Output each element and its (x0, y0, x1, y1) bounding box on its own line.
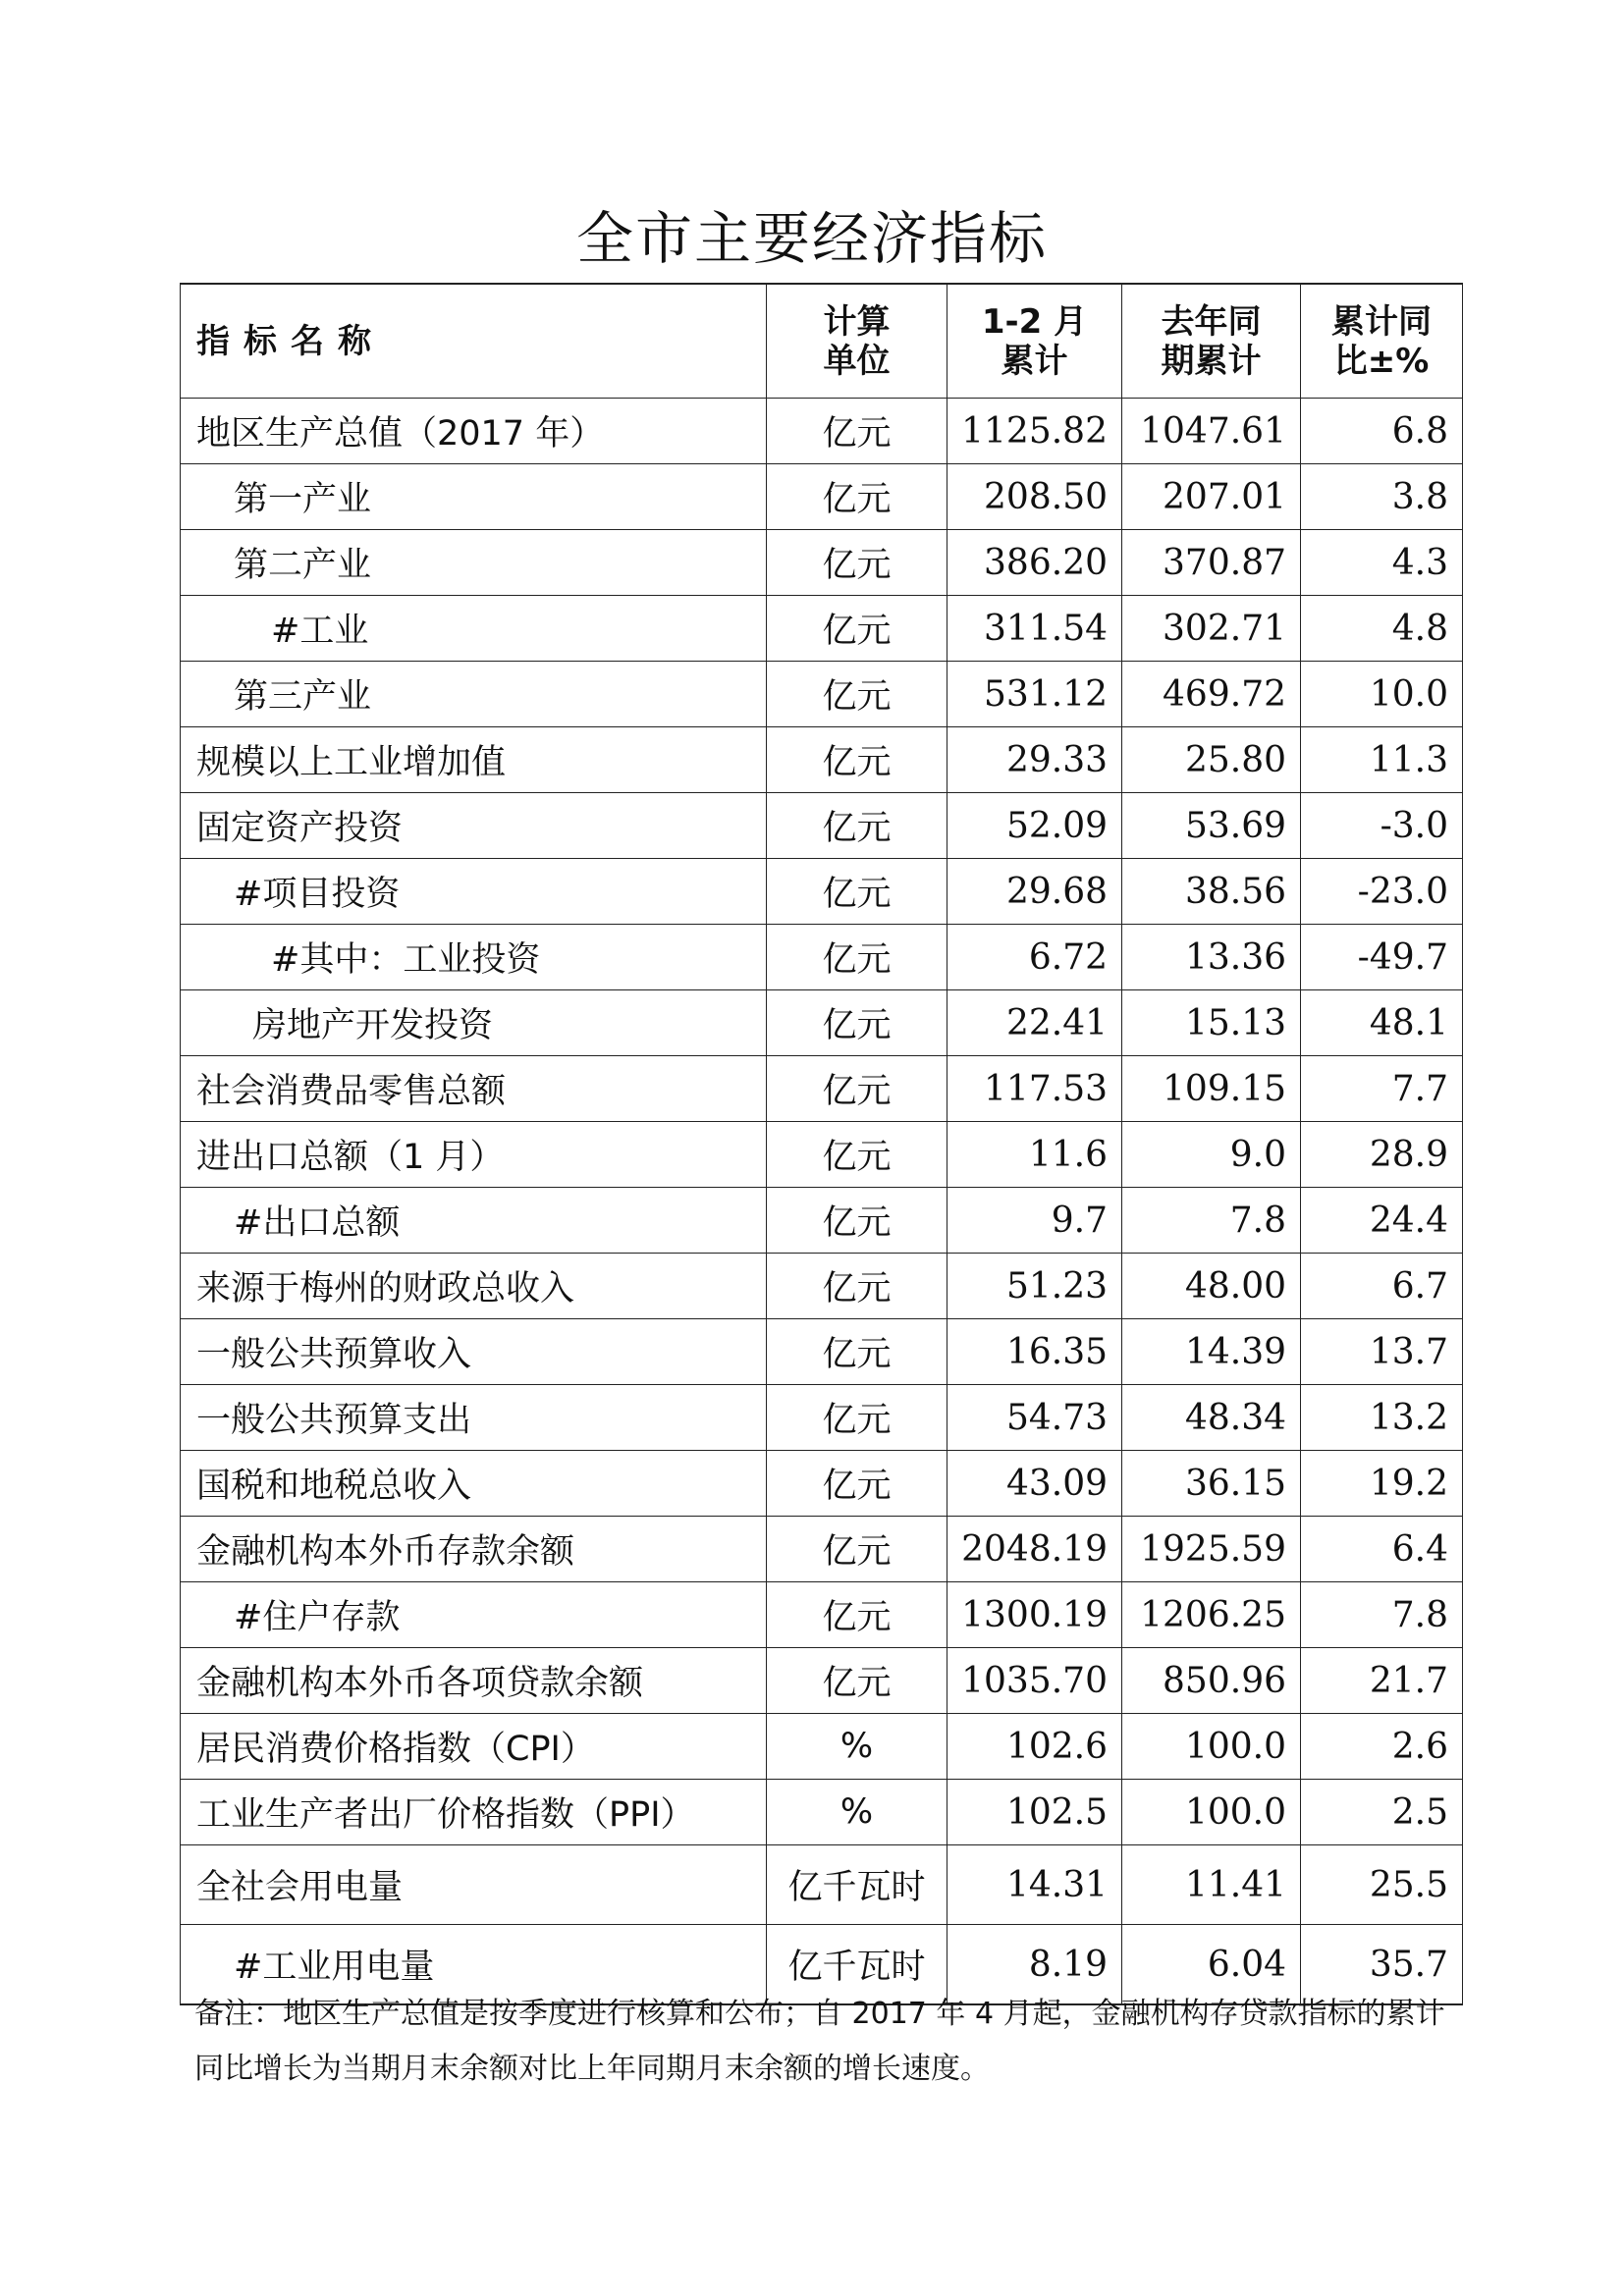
table-row (181, 662, 1463, 727)
yoy-change-cell: -49.7 (1301, 925, 1463, 990)
last-year-value-cell: 25.80 (1122, 727, 1301, 793)
table-row (181, 1648, 1463, 1714)
indicator-name-cell: 国税和地税总收入 (181, 1451, 767, 1517)
indicator-name-cell: 规模以上工业增加值 (181, 727, 767, 793)
table-row (181, 1845, 1463, 1925)
unit-cell: 亿元 (767, 464, 947, 530)
indicator-name-cell: 第三产业 (181, 662, 767, 727)
unit-cell: 亿元 (767, 1122, 947, 1188)
indicator-name-cell: 全社会用电量 (181, 1845, 767, 1925)
yoy-change-cell: 4.3 (1301, 530, 1463, 596)
yoy-change-cell: 25.5 (1301, 1845, 1463, 1925)
unit-cell: 亿元 (767, 727, 947, 793)
yoy-change-cell: 6.8 (1301, 399, 1463, 464)
yoy-change-cell: -3.0 (1301, 793, 1463, 859)
header-indicator-name: 指标名称 (181, 284, 767, 399)
indicator-name-cell: 一般公共预算支出 (181, 1385, 767, 1451)
header-yoy-change (1301, 284, 1463, 399)
last-year-value-cell: 109.15 (1122, 1056, 1301, 1122)
current-value-cell: 102.5 (947, 1780, 1122, 1845)
yoy-change-cell: 2.5 (1301, 1780, 1463, 1845)
last-year-value-cell: 469.72 (1122, 662, 1301, 727)
table-body (181, 399, 1463, 2005)
table-row (181, 1451, 1463, 1517)
indicator-name-cell: #其中：工业投资 (181, 925, 767, 990)
current-value-cell: 117.53 (947, 1056, 1122, 1122)
header-last-year-cumulative (1122, 284, 1301, 399)
unit-cell: 亿元 (767, 990, 947, 1056)
current-value-cell: 2048.19 (947, 1517, 1122, 1582)
indicator-name-cell: 第二产业 (181, 530, 767, 596)
current-value-cell: 1300.19 (947, 1582, 1122, 1648)
header-last-year-line-2: 期累计 (1161, 341, 1262, 381)
last-year-value-cell: 11.41 (1122, 1845, 1301, 1925)
header-last-year-line-1: 去年同 (1161, 301, 1262, 342)
last-year-value-cell: 207.01 (1122, 464, 1301, 530)
table-row (181, 925, 1463, 990)
table-row (181, 1319, 1463, 1385)
table-row (181, 1122, 1463, 1188)
current-value-cell: 29.33 (947, 727, 1122, 793)
indicator-name-cell: 工业生产者出厂价格指数（PPI） (181, 1780, 767, 1845)
table-row (181, 464, 1463, 530)
yoy-change-cell: 21.7 (1301, 1648, 1463, 1714)
header-unit-line-1: 计算 (823, 301, 891, 342)
current-value-cell: 16.35 (947, 1319, 1122, 1385)
indicator-name-cell: #工业用电量 (181, 1925, 767, 2005)
unit-cell: 亿元 (767, 1385, 947, 1451)
current-value-cell: 43.09 (947, 1451, 1122, 1517)
indicator-name-cell: #出口总额 (181, 1188, 767, 1254)
last-year-value-cell: 370.87 (1122, 530, 1301, 596)
table-row (181, 990, 1463, 1056)
current-value-cell: 51.23 (947, 1254, 1122, 1319)
yoy-change-cell: 19.2 (1301, 1451, 1463, 1517)
table-row (181, 530, 1463, 596)
unit-cell: 亿元 (767, 399, 947, 464)
indicator-name-cell: 一般公共预算收入 (181, 1319, 767, 1385)
yoy-change-cell: 2.6 (1301, 1714, 1463, 1780)
current-value-cell: 54.73 (947, 1385, 1122, 1451)
unit-cell: 亿元 (767, 1582, 947, 1648)
yoy-change-cell: 11.3 (1301, 727, 1463, 793)
current-value-cell: 531.12 (947, 662, 1122, 727)
unit-cell: % (767, 1714, 947, 1780)
unit-cell: 亿元 (767, 859, 947, 925)
yoy-change-cell: 13.7 (1301, 1319, 1463, 1385)
last-year-value-cell: 13.36 (1122, 925, 1301, 990)
table-row (181, 1517, 1463, 1582)
last-year-value-cell: 302.71 (1122, 596, 1301, 662)
yoy-change-cell: 3.8 (1301, 464, 1463, 530)
header-unit-line-2: 单位 (823, 341, 891, 381)
last-year-value-cell: 6.04 (1122, 1925, 1301, 2005)
last-year-value-cell: 36.15 (1122, 1451, 1301, 1517)
table-row (181, 1780, 1463, 1845)
current-value-cell: 208.50 (947, 464, 1122, 530)
yoy-change-cell: 6.4 (1301, 1517, 1463, 1582)
current-value-cell: 8.19 (947, 1925, 1122, 2005)
table-row (181, 1385, 1463, 1451)
current-value-cell: 29.68 (947, 859, 1122, 925)
last-year-value-cell: 7.8 (1122, 1188, 1301, 1254)
indicator-name-cell: #住户存款 (181, 1582, 767, 1648)
unit-cell: 亿元 (767, 662, 947, 727)
header-current-line-2: 累计 (1001, 341, 1068, 381)
table-row (181, 399, 1463, 464)
page-title: 全市主要经济指标 (575, 205, 1048, 272)
yoy-change-cell: 24.4 (1301, 1188, 1463, 1254)
last-year-value-cell: 38.56 (1122, 859, 1301, 925)
indicator-name-cell: 金融机构本外币各项贷款余额 (181, 1648, 767, 1714)
yoy-change-cell: 28.9 (1301, 1122, 1463, 1188)
unit-cell: 亿元 (767, 793, 947, 859)
table-row (181, 1582, 1463, 1648)
current-value-cell: 9.7 (947, 1188, 1122, 1254)
current-value-cell: 52.09 (947, 793, 1122, 859)
table-row (181, 1188, 1463, 1254)
header-change-line-2: 比±% (1333, 341, 1430, 381)
header-current-cumulative (947, 284, 1122, 399)
current-value-cell: 6.72 (947, 925, 1122, 990)
unit-cell: 亿元 (767, 1648, 947, 1714)
last-year-value-cell: 14.39 (1122, 1319, 1301, 1385)
last-year-value-cell: 1925.59 (1122, 1517, 1301, 1582)
indicator-name-cell: 房地产开发投资 (181, 990, 767, 1056)
last-year-value-cell: 48.00 (1122, 1254, 1301, 1319)
last-year-value-cell: 15.13 (1122, 990, 1301, 1056)
unit-cell: 亿元 (767, 1319, 947, 1385)
current-value-cell: 386.20 (947, 530, 1122, 596)
yoy-change-cell: 35.7 (1301, 1925, 1463, 2005)
unit-cell: 亿千瓦时 (767, 1845, 947, 1925)
header-current-line-1: 1-2 月 (981, 301, 1088, 342)
indicator-name-cell: 固定资产投资 (181, 793, 767, 859)
table-row (181, 596, 1463, 662)
unit-cell: 亿元 (767, 1056, 947, 1122)
indicator-name-cell: 来源于梅州的财政总收入 (181, 1254, 767, 1319)
indicator-name-cell: 居民消费价格指数（CPI） (181, 1714, 767, 1780)
yoy-change-cell: 48.1 (1301, 990, 1463, 1056)
last-year-value-cell: 100.0 (1122, 1714, 1301, 1780)
current-value-cell: 14.31 (947, 1845, 1122, 1925)
yoy-change-cell: 7.7 (1301, 1056, 1463, 1122)
unit-cell: % (767, 1780, 947, 1845)
current-value-cell: 102.6 (947, 1714, 1122, 1780)
unit-cell: 亿元 (767, 1188, 947, 1254)
unit-cell: 亿元 (767, 925, 947, 990)
yoy-change-cell: -23.0 (1301, 859, 1463, 925)
unit-cell: 亿元 (767, 596, 947, 662)
last-year-value-cell: 1206.25 (1122, 1582, 1301, 1648)
unit-cell: 亿元 (767, 1517, 947, 1582)
current-value-cell: 22.41 (947, 990, 1122, 1056)
last-year-value-cell: 9.0 (1122, 1122, 1301, 1188)
indicator-table (180, 283, 1463, 2005)
indicator-name-cell: #工业 (181, 596, 767, 662)
indicator-name-cell: 地区生产总值（2017 年） (181, 399, 767, 464)
unit-cell: 亿元 (767, 530, 947, 596)
current-value-cell: 11.6 (947, 1122, 1122, 1188)
last-year-value-cell: 100.0 (1122, 1780, 1301, 1845)
current-value-cell: 311.54 (947, 596, 1122, 662)
yoy-change-cell: 4.8 (1301, 596, 1463, 662)
last-year-value-cell: 48.34 (1122, 1385, 1301, 1451)
table-header-row (181, 284, 1463, 399)
last-year-value-cell: 1047.61 (1122, 399, 1301, 464)
table-row (181, 859, 1463, 925)
last-year-value-cell: 850.96 (1122, 1648, 1301, 1714)
indicator-name-cell: 第一产业 (181, 464, 767, 530)
header-change-line-1: 累计同 (1331, 301, 1432, 342)
unit-cell: 亿元 (767, 1254, 947, 1319)
indicator-name-cell: 进出口总额（1 月） (181, 1122, 767, 1188)
indicator-name-cell: #项目投资 (181, 859, 767, 925)
unit-cell: 亿千瓦时 (767, 1925, 947, 2005)
table-row (181, 1056, 1463, 1122)
yoy-change-cell: 7.8 (1301, 1582, 1463, 1648)
indicator-name-cell: 社会消费品零售总额 (181, 1056, 767, 1122)
table-row (181, 727, 1463, 793)
table-row (181, 793, 1463, 859)
unit-cell: 亿元 (767, 1451, 947, 1517)
current-value-cell: 1125.82 (947, 399, 1122, 464)
footnote: 备注：地区生产总值是按季度进行核算和公布；自 2017 年 4 月起，金融机构存贷款指标的累计同比增长为当期月末余额对比上年同期月末余额的增长速度。 (194, 1997, 1445, 2086)
current-value-cell: 1035.70 (947, 1648, 1122, 1714)
table-row (181, 1714, 1463, 1780)
yoy-change-cell: 10.0 (1301, 662, 1463, 727)
yoy-change-cell: 6.7 (1301, 1254, 1463, 1319)
table-row (181, 1254, 1463, 1319)
yoy-change-cell: 13.2 (1301, 1385, 1463, 1451)
header-unit (767, 284, 947, 399)
last-year-value-cell: 53.69 (1122, 793, 1301, 859)
indicator-name-cell: 金融机构本外币存款余额 (181, 1517, 767, 1582)
